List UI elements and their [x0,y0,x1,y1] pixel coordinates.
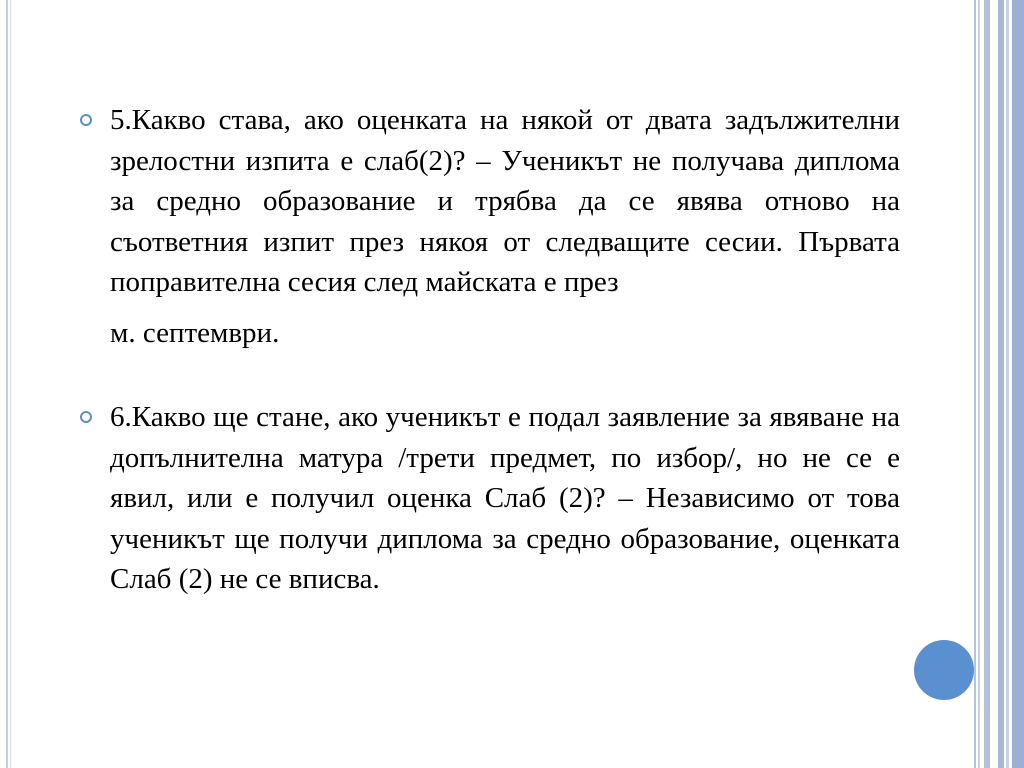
right-stripe [1006,0,1009,768]
right-stripe [998,0,1004,768]
blue-circle-icon [914,640,974,700]
ring-bullet-icon [80,114,92,126]
bullet-item-5 [80,100,900,353]
bullet-text: 5.Какво става, ако оценката на някой от двата задължителни зрелостни изпита е слаб(2)? – Ученикът не получава диплома за средно образование и трябва да се явява отново на съответния изпит през някоя от следващите сесии. Първата поправителна сесия след майската е през [110,104,900,298]
left-border-line [6,0,8,768]
bullet-list [80,100,900,600]
right-stripe [1012,0,1024,768]
ring-bullet-icon [80,411,92,423]
bullet-text: 6.Какво ще стане, ако ученикът е подал заявление за явяване на допълнителна матура /трети предмет, по избор/, но не се е явил, или е получил оценка Слаб (2)? – Независимо от това ученикът ще получи диплома за средно образование, оценката Слаб (2) не се вписва. [110,401,900,595]
bullet-item-6 [80,397,900,600]
left-border-line-inner [10,0,11,768]
right-stripe [990,0,998,768]
right-stripe [978,0,980,768]
right-stripe [974,0,976,768]
bullet-text-continuation: м. септември. [110,316,280,349]
